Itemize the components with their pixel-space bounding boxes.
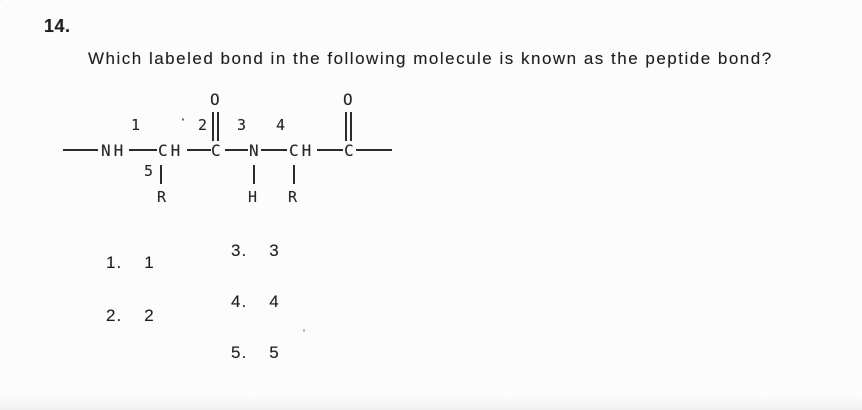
option-value: 2: [144, 306, 155, 325]
option-value: 1: [144, 253, 155, 272]
molecule-diagram: [60, 88, 410, 220]
answer-option-3[interactable]: [231, 241, 280, 261]
answer-option-1[interactable]: [106, 253, 155, 273]
option-value: 3: [269, 241, 280, 260]
option-label: 4.: [231, 292, 248, 311]
substituent-r-second: R: [288, 188, 298, 206]
answer-option-2[interactable]: [106, 306, 155, 326]
substituent-h: H: [248, 188, 258, 206]
scan-speck: [303, 329, 305, 332]
option-label: 3.: [231, 241, 248, 260]
bond-ch-r-icon: [293, 165, 295, 184]
option-label: 5.: [231, 343, 248, 362]
double-bond-right-icon: [345, 112, 352, 141]
answer-option-4[interactable]: [231, 292, 280, 312]
double-bond-left-icon: [212, 112, 219, 141]
bond-4-n-ch-icon: [261, 149, 287, 151]
scan-noise: [0, 0, 1, 1]
bond-2-ch-c-icon: [187, 149, 211, 151]
question-number: 14.: [44, 16, 71, 36]
option-value: 4: [269, 292, 280, 311]
bond-ch-c-icon: [317, 149, 343, 151]
option-label: 2.: [106, 306, 123, 325]
oxygen-atom-right: O: [343, 90, 353, 109]
question-text: Which labeled bond in the following molecule is known as the peptide bond?: [88, 49, 773, 68]
substituent-r-first: R: [157, 188, 167, 206]
bond-lead-icon: [63, 149, 98, 151]
bond-1-nh-ch-icon: [129, 149, 157, 151]
bond-3-c-n-icon: [225, 149, 248, 151]
bond-tail-icon: [356, 149, 392, 151]
bond-label-4: 4: [276, 116, 286, 134]
oxygen-atom-left: O: [210, 90, 220, 109]
bond-5-ch-r-icon: [160, 165, 162, 184]
atom-carbonyl-c-second: C: [344, 141, 354, 160]
atom-ch-second: CH: [289, 141, 315, 160]
bond-label-1: 1: [131, 116, 141, 134]
bond-label-5: 5: [144, 162, 154, 180]
bond-n-h-icon: [253, 165, 255, 184]
option-value: 5: [269, 343, 280, 362]
bond-label-3: 3: [237, 116, 247, 134]
atom-nh: NH: [101, 141, 127, 160]
option-label: 1.: [106, 253, 123, 272]
bond-label-2: 2: [198, 116, 208, 134]
atom-ch-first: CH: [158, 141, 184, 160]
atom-carbonyl-c-first: C: [211, 141, 221, 160]
atom-n: N: [249, 141, 259, 160]
scan-dot-artifact: ·: [179, 113, 187, 128]
answer-option-5[interactable]: [231, 343, 280, 363]
